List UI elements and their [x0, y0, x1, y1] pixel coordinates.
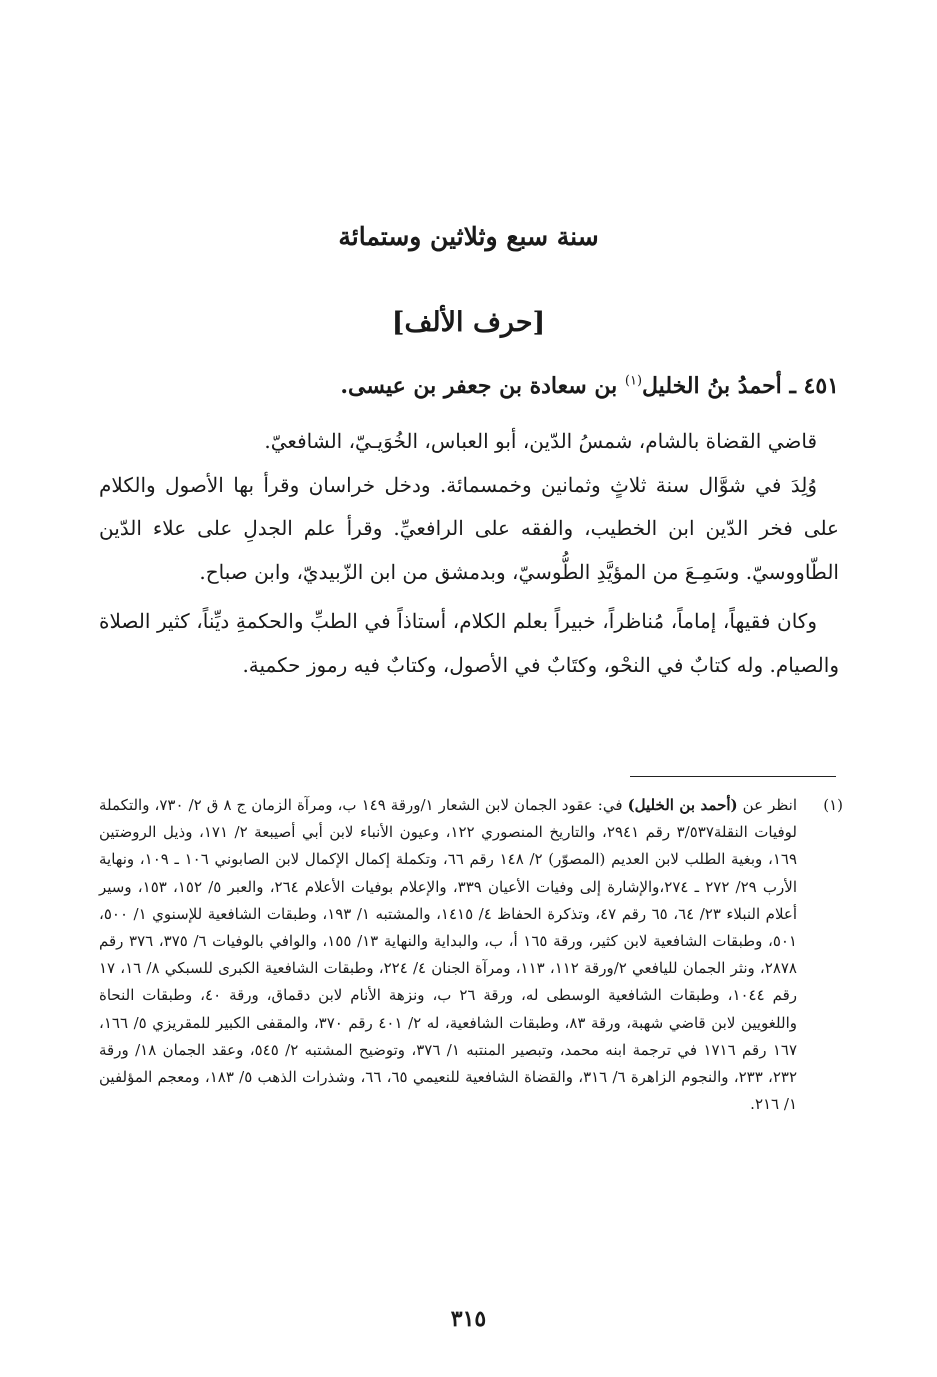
footnote-body [99, 792, 797, 1118]
footnote-divider [630, 776, 836, 777]
footnote [99, 792, 843, 1118]
page-number: ٣١٥ [450, 1306, 487, 1332]
footnote-sources: في: عقود الجمان لابن الشعار ١/ورقة ١٤٩ ب، ومرآة الزمان ج ٨ ق ٢/ ٧٣٠، والتكملة لوفيات النقلة٣/٥٣٧ رقم ٢٩٤١، والتاريخ المنصوري ١٢٢، وعيون الأنباء لابن أبي أصيبعة ٢/ ١٧١، وذيل الروضتين ١٦٩، وبغية الطلب لابن العديم (المصوّر) ٢/ ١٤٨ رقم ٦٦، وتكملة إكمال الإكمال لابن الصابوني ١٠٦ ـ ١٠٩، ونهاية الأرب ٢٩/ ٢٧٢ ـ ٢٧٤،والإشارة إلى وفيات الأعيان ٣٣٩، والإعلام بوفيات الأعلام ٢٦٤، والعبر ٥/ ١٥٢، ١٥٣، وسير أعلام النبلاء ٢٣/ ٦٤، ٦٥ رقم ٤٧، وتذكرة الحفاظ ٤/ ١٤١٥، والمشتبه ١/ ١٩٣، وطبقات الشافعية للإسنوي ١/ ٥٠٠، ٥٠١، وطبقات الشافعية لابن كثير، ورقة ١٦٥ أ، ب، والبداية والنهاية ١٣/ ١٥٥، والوافي بالوفيات ٦/ ٣٧٥، ٣٧٦ رقم ٢٨٧٨، ونثر الجمان لليافعي ٢/ورقة ١١٢، ١١٣، ومرآة الجنان ٤/ ٢٢٤، وطبقات الشافعية الكبرى للسبكي ٨/ ١٦، ١٧ رقم ١٠٤٤، وطبقات الشافعية الوسطى له، ورقة ٢٦ ب، ونزهة الأنام لابن دقماق، ورقة ٤٠، وطبقات النحاة واللغويين لابن قاضي شهبة، ورقة ٨٣، وطبقات الشافعية، له ٢/ ٤٠١ رقم ٣٧٠، والمقفى الكبير للمقريزي ٥/ ١٦٦، ١٦٧ رقم ١٧١٦ في ترجمة ابنه محمد، وتبصير المنتبه ١/ ٣٧٦، وتوضيح المشتبه ٢/ ٥٤٥، وعقد الجمان ١٨/ ورقة ٢٣٢، ٢٣٣، والنجوم الزاهرة ٦/ ٣١٦، والقضاة الشافعية للنعيمي ٦٥، ٦٦، وشذرات الذهب ٥/ ١٨٣، ومعجم المؤلفين ١/ ٢١٦. [99, 796, 798, 1114]
footnote-reference[interactable]: (١) [624, 373, 643, 389]
entry-number-name: ٤٥١ ـ أحمدُ بنُ الخليل [642, 373, 839, 399]
paragraph-titles: قاضي القضاة بالشام، شمسُ الدّين، أبو العباس، الخُوَيـيّ، الشافعيّ. [264, 429, 817, 453]
footnote-subject: (أحمد بن الخليل) [627, 796, 738, 814]
biography-text [99, 420, 839, 687]
entry-heading [99, 373, 839, 399]
paragraph-education: وُلِدَ في شوَّال سنة ثلاثٍ وثمانين وخمسمائة. ودخل خراسان وقرأ بها الأصول والكلام على فخر الدّين ابن الخطيب، والفقه على الرافعيِّ. وقرأ علم الجدلِ على علاء الدّين الطّاووسيّ. وسَمِـعَ من المؤيَّدِ الطُّوسيّ، وبدمشق من ابن الزّبيديّ، وابن صباح. [99, 472, 839, 584]
footnote-intro: انظر عن [737, 796, 797, 814]
footnote-marker: (١) [823, 796, 843, 814]
paragraph-character: وكان فقيهاً، إماماً، مُناظراً، خبيراً بعلم الكلام، أستاذاً في الطبِّ والحكمةِ ديِّناً، كثير الصلاة والصيام. وله كتابٌ في النحْو، وكتَابٌ في الأصول، وكتابٌ فيه رموز حكمية. [99, 609, 839, 677]
section-heading: [حرف الألف] [391, 307, 546, 338]
entry-lineage: بن سعادة بن جعفر بن عيسى. [340, 373, 625, 399]
year-heading: سنة سبع وثلاثين وستمائة [338, 222, 599, 251]
